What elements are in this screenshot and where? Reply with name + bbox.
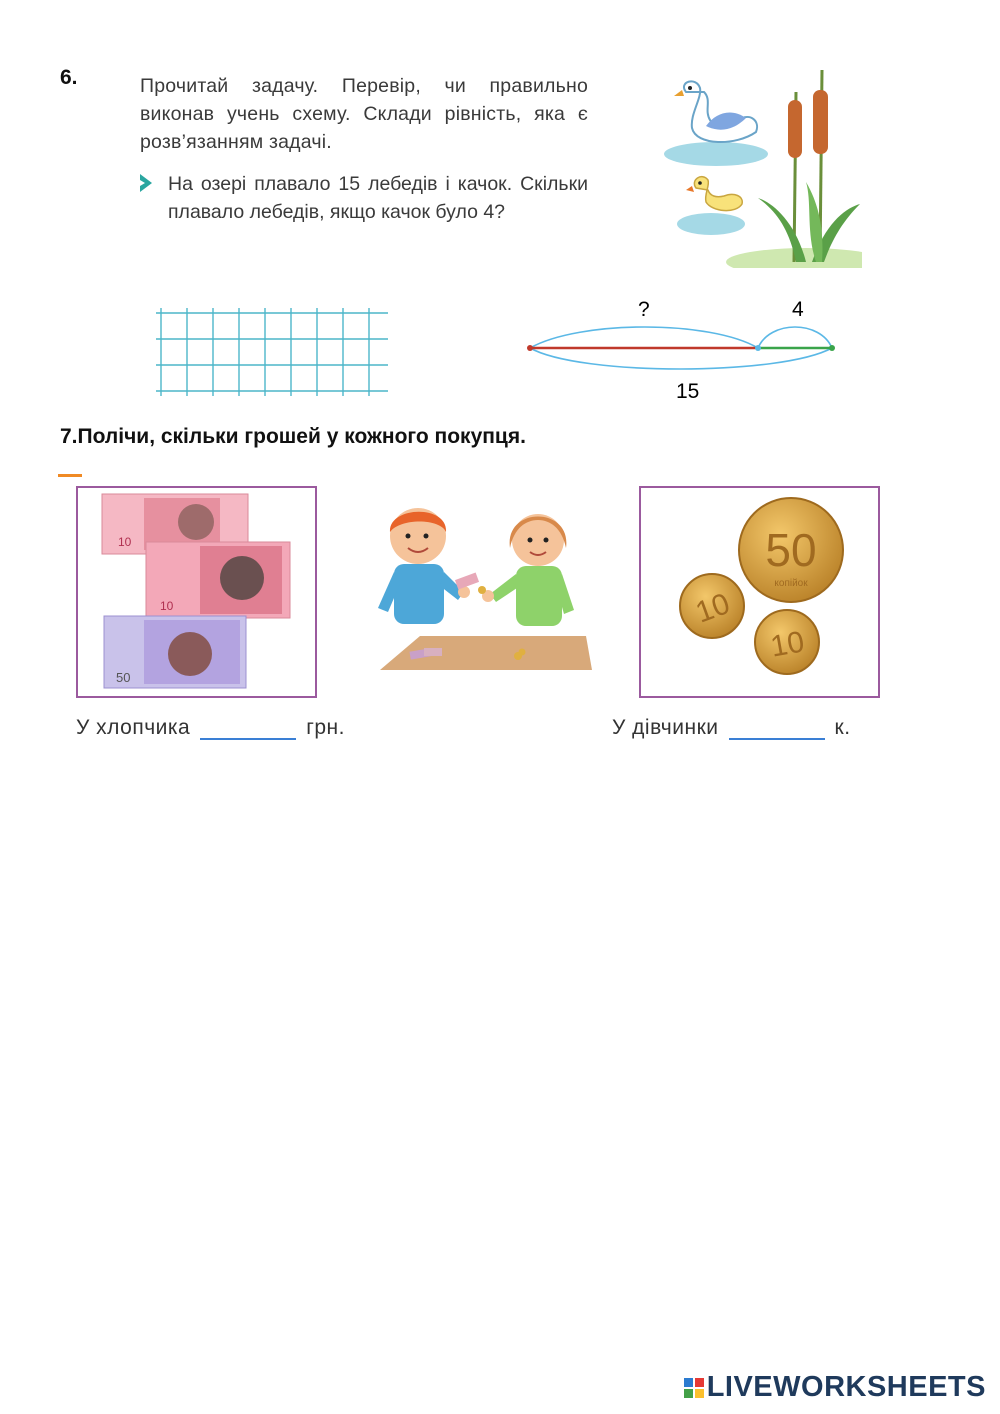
task-6-problem: На озері плавало 15 лебедів і качок. Скільки плавало лебедів, якщо качок було 4? bbox=[168, 173, 588, 223]
liveworksheets-logo bbox=[684, 1371, 986, 1404]
banknote-50 bbox=[104, 616, 246, 688]
coin-10-right bbox=[755, 610, 819, 674]
chevron-right-icon bbox=[136, 171, 158, 195]
task-6-number: 6. bbox=[60, 66, 78, 89]
scheme-unknown-label: ? bbox=[638, 298, 650, 321]
banknote-value-label: 10 bbox=[160, 599, 174, 613]
girl-money-box bbox=[639, 486, 880, 698]
task-7-title: 7.Полічи, скільки грошей у кожного покупця. bbox=[60, 425, 526, 448]
boy-answer-suffix: грн. bbox=[306, 716, 345, 739]
brand-name: LIVEWORKSHEETS bbox=[706, 1371, 986, 1403]
banknote-value-label: 50 bbox=[116, 670, 131, 685]
coin-value-label: 50 bbox=[765, 524, 817, 576]
banknote-value-label: 10 bbox=[118, 535, 132, 549]
boy-answer-line bbox=[76, 716, 345, 740]
coin-value-label: 10 bbox=[768, 625, 807, 664]
banknotes-illustration bbox=[78, 488, 315, 696]
scheme-part-arc bbox=[758, 327, 832, 348]
problem-scheme bbox=[520, 290, 840, 408]
girl-answer-suffix: к. bbox=[834, 716, 851, 739]
girl-answer-input[interactable] bbox=[729, 718, 825, 740]
kids-illustration bbox=[360, 500, 595, 680]
boy-answer-input[interactable] bbox=[200, 718, 296, 740]
coin-50 bbox=[739, 498, 843, 602]
scheme-unknown-arc bbox=[530, 327, 758, 348]
boy-answer-prefix: У хлопчика bbox=[76, 716, 191, 739]
coin-value-label: 10 bbox=[691, 587, 735, 630]
scheme-total-label: 15 bbox=[676, 380, 700, 403]
task-6-instruction: Прочитай задачу. Перевір, чи правильно виконав учень схему. Склади рівність, яка є розв’язанням задачі. bbox=[140, 75, 588, 153]
girl-answer-line bbox=[612, 716, 851, 740]
liveworksheets-icon bbox=[684, 1378, 704, 1398]
coin-10-left bbox=[680, 574, 744, 638]
divider bbox=[58, 474, 82, 477]
boy-money-box bbox=[76, 486, 317, 698]
coin-denomination-label: копійок bbox=[774, 578, 808, 589]
scheme-part-label: 4 bbox=[792, 298, 804, 321]
answer-grid[interactable] bbox=[156, 308, 388, 396]
banknote-10-middle bbox=[146, 542, 290, 618]
swan-duck-reeds-illustration bbox=[656, 62, 862, 268]
coins-illustration bbox=[641, 488, 878, 696]
girl-answer-prefix: У дівчинки bbox=[612, 716, 719, 739]
scheme-total-arc bbox=[530, 348, 832, 369]
